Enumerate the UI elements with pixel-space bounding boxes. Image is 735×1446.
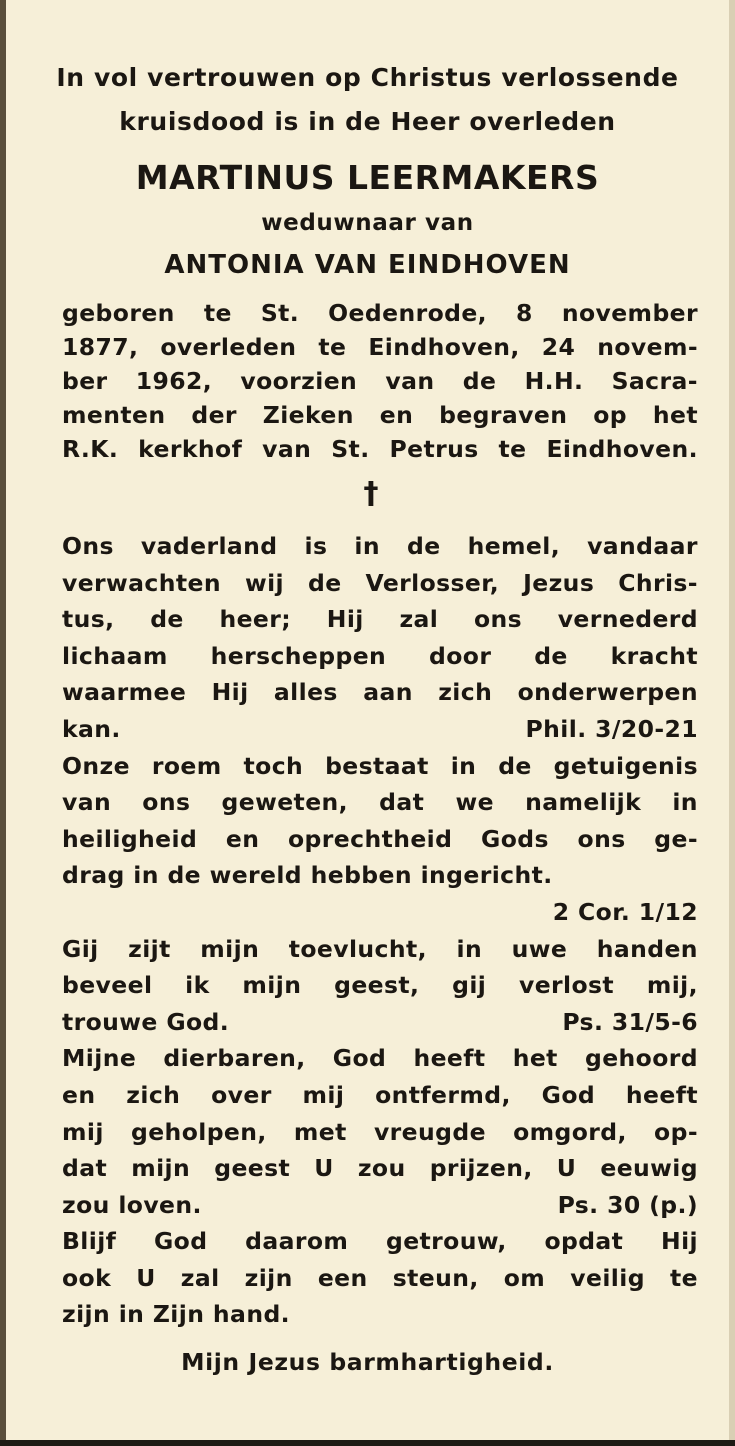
widower-label: weduwnaar van <box>261 210 474 236</box>
text-segment: geest <box>214 1154 291 1183</box>
text-segment: ontfermd, <box>375 1080 511 1109</box>
closing-prayer: Mijn Jezus barmhartigheid. <box>181 1348 554 1376</box>
text-segment: uwe <box>511 934 568 963</box>
text-segment: St. <box>331 435 370 463</box>
text-segment: en <box>379 401 414 429</box>
text-segment: Blijf <box>62 1227 117 1256</box>
card-bottom-edge <box>0 1440 735 1446</box>
text-segment: vaderland <box>140 532 278 560</box>
text-segment: te <box>498 435 527 463</box>
text-segment: te <box>318 333 347 361</box>
text-segment: Ps. 31/5-6 <box>562 1007 698 1036</box>
text-segment: door <box>429 641 492 670</box>
text-segment: Ons <box>62 532 114 560</box>
text-segment: Ps. 30 (p.) <box>557 1190 698 1219</box>
text-segment: H.H. <box>524 367 584 395</box>
text-segment: daarom <box>245 1227 349 1256</box>
text-segment: God <box>153 1227 208 1256</box>
memorial-card <box>6 0 729 1440</box>
scripture-text <box>62 528 698 1333</box>
text-segment: vernederd <box>557 605 698 634</box>
scripture-line <box>62 1296 698 1333</box>
text-segment: herscheppen <box>210 641 387 670</box>
text-segment: Chris- <box>618 568 698 597</box>
text-segment: Oedenrode, <box>328 299 487 327</box>
text-segment: van <box>385 367 435 395</box>
text-segment: de <box>462 367 497 395</box>
text-segment: begraven <box>439 401 568 429</box>
text-segment: gij <box>452 971 487 1000</box>
text-segment: is <box>304 532 328 560</box>
text-segment: de <box>150 605 184 634</box>
text-segment: over <box>211 1080 272 1109</box>
text-segment: veilig <box>570 1263 645 1292</box>
text-segment: ber <box>62 367 108 395</box>
text-segment: wij <box>244 568 284 597</box>
text-segment: getuigenis <box>553 751 698 780</box>
scripture-line <box>62 1004 698 1041</box>
text-segment: Hij <box>326 605 364 634</box>
text-segment: getrouw, <box>385 1227 507 1256</box>
scripture-line <box>62 748 698 785</box>
text-segment: mijn <box>242 971 302 1000</box>
text-segment: opdat <box>544 1227 624 1256</box>
text-segment: de <box>534 641 568 670</box>
biography-line <box>62 330 698 364</box>
text-segment: in <box>450 751 477 780</box>
text-segment: Gods <box>481 824 549 853</box>
text-segment: mijn <box>131 1154 191 1183</box>
text-segment: om <box>503 1263 546 1292</box>
text-segment: heiligheid <box>62 824 198 853</box>
scripture-line <box>62 931 698 968</box>
scripture-line <box>62 528 698 565</box>
biography-line <box>62 364 698 398</box>
text-segment: mij <box>302 1080 345 1109</box>
text-segment: alles <box>273 678 338 707</box>
scripture-line <box>62 857 698 894</box>
text-segment: in <box>672 788 698 817</box>
scripture-line <box>62 1260 698 1297</box>
text-segment: te <box>203 299 232 327</box>
text-segment: Mijne <box>62 1044 137 1073</box>
scripture-line <box>62 711 698 748</box>
text-segment: mij <box>62 1117 104 1146</box>
scripture-line <box>62 638 698 675</box>
biography-line <box>62 296 698 330</box>
text-segment: kerkhof <box>138 435 243 463</box>
text-segment: kracht <box>610 641 698 670</box>
text-segment: toevlucht, <box>288 934 427 963</box>
scripture-line <box>62 1114 698 1151</box>
text-segment: zich <box>438 678 493 707</box>
scripture-line <box>62 894 698 931</box>
scripture-line <box>62 1077 698 1114</box>
text-segment: zou <box>357 1154 406 1183</box>
scripture-line <box>62 601 698 638</box>
text-segment: beveel <box>62 971 153 1000</box>
text-segment: Hij <box>211 678 249 707</box>
text-segment: zal <box>180 1263 220 1292</box>
text-segment: eeuwig <box>600 1154 698 1183</box>
text-segment: God <box>332 1044 387 1073</box>
text-segment: zou loven. <box>62 1190 202 1219</box>
text-segment: ge- <box>654 824 698 853</box>
text-segment: een <box>317 1263 368 1292</box>
text-segment: omgord, <box>513 1117 627 1146</box>
biography-text <box>62 296 698 466</box>
biography-line <box>62 398 698 432</box>
text-segment: het <box>652 401 698 429</box>
cross-icon: † <box>363 476 379 511</box>
text-segment: aan <box>363 678 413 707</box>
scripture-line <box>62 565 698 602</box>
intro-line: kruisdood is in de Heer overleden <box>119 107 616 136</box>
text-segment: bestaat <box>325 751 429 780</box>
scripture-line <box>62 1150 698 1187</box>
text-segment: mijn <box>200 934 260 963</box>
text-segment: handen <box>596 934 698 963</box>
text-segment: 2 Cor. 1/12 <box>552 897 698 926</box>
text-segment: mij, <box>646 971 698 1000</box>
text-segment: ons <box>142 788 191 817</box>
text-segment: oprechtheid <box>288 824 453 853</box>
text-segment: het <box>512 1044 558 1073</box>
text-segment: menten <box>62 401 166 429</box>
text-segment: op- <box>654 1117 698 1146</box>
text-segment: in <box>456 934 483 963</box>
text-segment: waarmee <box>62 678 187 707</box>
deceased-name: MARTINUS LEERMAKERS <box>135 158 600 197</box>
text-segment: vandaar <box>587 532 698 560</box>
text-segment: prijzen, <box>429 1154 533 1183</box>
biography-line <box>62 432 698 466</box>
text-segment: we <box>455 788 494 817</box>
text-segment: te <box>670 1263 698 1292</box>
text-segment: gehoord <box>584 1044 698 1073</box>
text-segment: steun, <box>392 1263 479 1292</box>
text-segment: roem <box>151 751 222 780</box>
text-segment: Eindhoven. <box>546 435 698 463</box>
text-segment: verwachten <box>62 568 221 597</box>
text-segment: onderwerpen <box>517 678 698 707</box>
spouse-name: ANTONIA VAN EINDHOVEN <box>164 250 571 280</box>
text-segment: drag in de wereld hebben ingericht. <box>62 861 553 890</box>
text-segment: zich <box>126 1080 181 1109</box>
text-segment: geest, <box>334 971 420 1000</box>
text-segment: verlost <box>518 971 615 1000</box>
text-segment: en <box>225 824 260 853</box>
text-segment: met <box>293 1117 347 1146</box>
text-segment: op <box>593 401 627 429</box>
text-segment: voorzien <box>240 367 358 395</box>
text-segment: der <box>191 401 237 429</box>
text-segment: de <box>307 568 342 597</box>
text-segment: geholpen, <box>131 1117 267 1146</box>
text-segment: van <box>62 788 112 817</box>
text-segment: 8 <box>516 299 533 327</box>
text-segment: Zieken <box>262 401 354 429</box>
text-segment: U <box>556 1154 577 1183</box>
text-segment: 1962, <box>135 367 213 395</box>
text-segment: geboren <box>62 299 175 327</box>
text-segment: God <box>541 1080 596 1109</box>
text-segment: heeft <box>413 1044 486 1073</box>
text-segment: heeft <box>625 1080 698 1109</box>
text-segment: van <box>262 435 312 463</box>
text-segment: ons <box>577 824 626 853</box>
text-segment: U <box>314 1154 334 1183</box>
text-segment: toch <box>243 751 304 780</box>
text-segment: novem- <box>597 333 698 361</box>
text-segment: Sacra- <box>611 367 698 395</box>
text-segment: geweten, <box>221 788 348 817</box>
text-segment: U <box>136 1263 156 1292</box>
text-segment: 24 <box>541 333 576 361</box>
text-segment: zijt <box>128 934 171 963</box>
scripture-line <box>62 821 698 858</box>
text-segment: trouwe God. <box>62 1007 230 1036</box>
text-segment: tus, <box>62 605 115 634</box>
text-segment: Verlosser, <box>365 568 500 597</box>
text-segment: Jezus <box>523 568 595 597</box>
scripture-line <box>62 1040 698 1077</box>
scripture-line <box>62 1187 698 1224</box>
text-segment: dierbaren, <box>163 1044 306 1073</box>
scripture-line <box>62 674 698 711</box>
text-segment: Eindhoven, <box>368 333 520 361</box>
text-segment: zijn in Zijn hand. <box>62 1300 290 1329</box>
text-segment: Hij <box>661 1227 698 1256</box>
text-segment: ik <box>185 971 210 1000</box>
text-segment: zijn <box>244 1263 293 1292</box>
text-segment: R.K. <box>62 435 119 463</box>
text-segment: ons <box>473 605 522 634</box>
text-segment: kan. <box>62 714 121 743</box>
text-segment: hemel, <box>467 532 561 560</box>
intro-line: In vol vertrouwen op Christus verlossende <box>56 63 679 92</box>
intro-text <box>36 56 699 144</box>
text-segment: november <box>561 299 698 327</box>
text-segment: Gij <box>62 934 99 963</box>
text-segment: in <box>354 532 380 560</box>
text-segment: overleden <box>160 333 297 361</box>
text-segment: namelijk <box>525 788 642 817</box>
card-right-edge <box>729 0 735 1446</box>
text-segment: dat <box>379 788 425 817</box>
text-segment: Onze <box>62 751 130 780</box>
scripture-line <box>62 967 698 1004</box>
text-segment: de <box>498 751 532 780</box>
scripture-line <box>62 1223 698 1260</box>
text-segment: de <box>407 532 441 560</box>
text-segment: vreugde <box>373 1117 486 1146</box>
text-segment: lichaam <box>62 641 168 670</box>
scripture-line <box>62 784 698 821</box>
text-segment: ook <box>62 1263 112 1292</box>
text-segment: Petrus <box>389 435 479 463</box>
text-segment: Phil. 3/20-21 <box>525 714 698 743</box>
text-segment: en <box>62 1080 96 1109</box>
text-segment: 1877, <box>62 333 139 361</box>
text-segment: St. <box>260 299 300 327</box>
text-segment: dat <box>62 1154 108 1183</box>
text-segment: zal <box>399 605 439 634</box>
text-segment: heer; <box>219 605 292 634</box>
